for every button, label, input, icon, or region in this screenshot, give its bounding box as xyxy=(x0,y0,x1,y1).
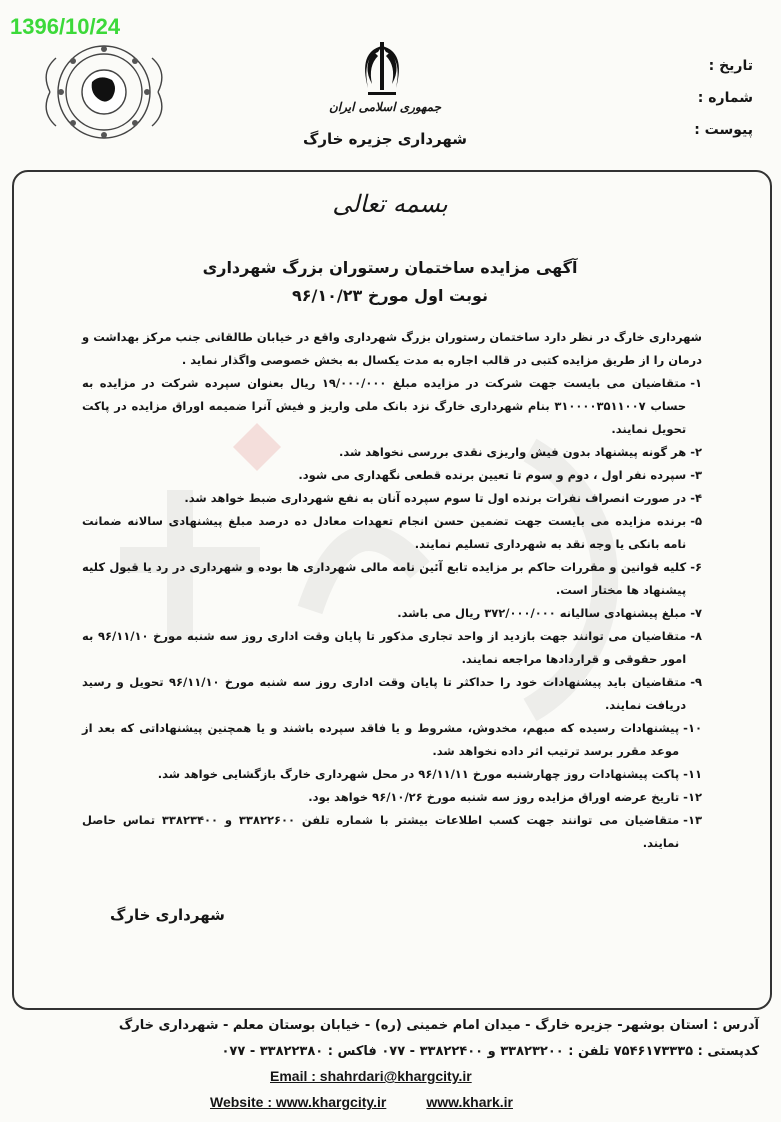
item-text: پیشنهادات رسیده که مبهم، مخدوش، مشروط و یا فاقد سپرده باشند و یا همچنین پیشنهاداتی که بعد از موعد مقرر برسد ترتیب اثر داده نخواهد شد. xyxy=(82,721,680,758)
item-text: مبلغ پیشنهادی سالیانه ۳۷۲/۰۰۰/۰۰۰ ریال می باشد. xyxy=(397,606,687,620)
list-item xyxy=(82,602,702,625)
number-label: شماره : xyxy=(697,90,753,106)
item-number: ۶- xyxy=(690,560,702,574)
item-number: ۴- xyxy=(690,491,702,505)
item-number: ۳- xyxy=(690,468,702,482)
item-number: ۲- xyxy=(690,445,702,459)
footer-contact: کدپستی : ۷۵۴۶۱۷۳۳۳۵ تلفن : ۳۳۸۲۳۲۰۰ و ۳۳۸۲۲۴۰۰ - ۰۷۷ فاکس : ۳۳۸۲۲۳۸۰ - ۰۷۷ xyxy=(221,1044,759,1059)
item-text: برنده مزایده می بایست جهت تضمین حسن انجام تعهدات معادل ده درصد مبلغ پیشنهادی سالانه ضمانت نامه بانکی یا وجه نقد به شهرداری تسلیم نمایند. xyxy=(82,514,687,551)
item-text: متقاضیان باید پیشنهادات خود را حداکثر تا پایان وقت اداری روز سه شنبه مورخ ۹۶/۱۱/۱۰ تحویل و رسید دریافت نمایند. xyxy=(82,675,687,712)
item-number: ۱۲- xyxy=(683,790,702,804)
item-text: متقاضیان می بایست جهت شرکت در مزایده مبلغ ۱۹/۰۰۰/۰۰۰ ریال بعنوان سپرده شرکت در مزایده به حساب ۳۱۰۰۰۰۳۵۱۱۰۰۷ بنام شهرداری خارگ نزد بانک ملی واریز و فیش آنرا ضمیمه اوراق مزایده در پاکت تحویل نمایند. xyxy=(82,376,687,436)
iran-emblem-icon xyxy=(358,40,406,96)
list-item xyxy=(82,464,702,487)
footer-address: آدرس : استان بوشهر- جزیره خارگ - میدان امام خمینی (ره) - خیابان بوستان معلم - شهرداری خارگ xyxy=(118,1018,759,1033)
item-text: تاریخ عرضه اوراق مزایده روز سه شنبه مورخ ۹۶/۱۰/۲۶ خواهد بود. xyxy=(308,790,680,804)
municipality-seal-icon xyxy=(36,40,172,148)
list-item xyxy=(82,671,702,717)
list-item xyxy=(82,717,702,763)
item-number: ۱۳- xyxy=(683,813,702,827)
item-number: ۷- xyxy=(690,606,702,620)
list-item xyxy=(82,809,702,855)
footer-websites xyxy=(210,1094,513,1110)
bismillah: بسمه تعالی xyxy=(332,190,448,218)
page-subtitle: نوبت اول مورخ ۹۶/۱۰/۲۳ xyxy=(292,286,488,305)
item-number: ۸- xyxy=(690,629,702,643)
item-text: در صورت انصراف نفرات برنده اول تا سوم سپرده آنان به نفع شهرداری ضبط خواهد شد. xyxy=(184,491,687,505)
date-label: تاریخ : xyxy=(708,58,753,74)
list-item xyxy=(82,372,702,441)
item-text: متقاضیان می توانند جهت بازدید از واحد تجاری مذکور تا پایان وقت اداری روز سه شنبه مورخ ۹۶/۱۱/۱۰ به امور حقوقی و قراردادها مراجعه نمایند. xyxy=(82,629,687,666)
item-text: کلیه قوانین و مقررات حاکم بر مزایده تابع آئین نامه مالی شهرداری ها بوده و شهرداری در رد یا قبول کلیه پیشنهاد ها مختار است. xyxy=(82,560,687,597)
letter-meta xyxy=(694,58,753,154)
item-number: ۹- xyxy=(690,675,702,689)
item-text: پاکت پیشنهادات روز چهارشنبه مورخ ۹۶/۱۱/۱۱ در محل شهرداری خارگ بازگشایی خواهد شد. xyxy=(157,767,680,781)
list-item xyxy=(82,487,702,510)
list-item xyxy=(82,625,702,671)
stamp-date: 1396/10/24 xyxy=(10,14,121,39)
website-alt-link[interactable]: www.khark.ir xyxy=(426,1094,513,1110)
attachment-label: پیوست : xyxy=(694,122,753,138)
item-text: متقاضیان می توانند جهت کسب اطلاعات بیشتر با شماره تلفن ۳۳۸۲۲۶۰۰ و ۳۳۸۲۳۴۰۰ تماس حاصل نمایند. xyxy=(82,813,680,850)
item-number: ۱۰- xyxy=(683,721,702,735)
signature: شهرداری خارگ xyxy=(110,906,225,924)
republic-label: جمهوری اسلامی ایران xyxy=(328,100,442,114)
announcement-body xyxy=(82,326,702,855)
item-text: سپرده نفر اول ، دوم و سوم تا تعیین برنده قطعی نگهداری می شود. xyxy=(298,468,687,482)
list-item xyxy=(82,556,702,602)
list-item xyxy=(82,786,702,809)
page-title: آگهی مزایده ساختمان رستوران بزرگ شهرداری xyxy=(202,258,578,277)
item-text: هر گونه پیشنهاد بدون فیش واریزی نقدی بررسی نخواهد شد. xyxy=(338,445,687,459)
intro-paragraph: شهرداری خارگ در نظر دارد ساختمان رستوران بزرگ شهرداری واقع در خیابان طالقانی جنب مرکز بهداشت و درمان را از طریق مزایده کتبی در قالب اجاره به مدت یکسال به بخش خصوصی واگذار نماید . xyxy=(82,330,702,367)
item-number: ۵- xyxy=(690,514,702,528)
list-item xyxy=(82,441,702,464)
footer-email[interactable]: Email : shahrdari@khargcity.ir xyxy=(270,1068,472,1084)
list-item xyxy=(82,510,702,556)
website-link[interactable]: Website : www.khargcity.ir xyxy=(210,1094,387,1110)
list-item xyxy=(82,763,702,786)
item-number: ۱۱- xyxy=(683,767,702,781)
org-name: شهرداری جزیره خارگ xyxy=(302,130,468,148)
item-number: ۱- xyxy=(690,376,702,390)
